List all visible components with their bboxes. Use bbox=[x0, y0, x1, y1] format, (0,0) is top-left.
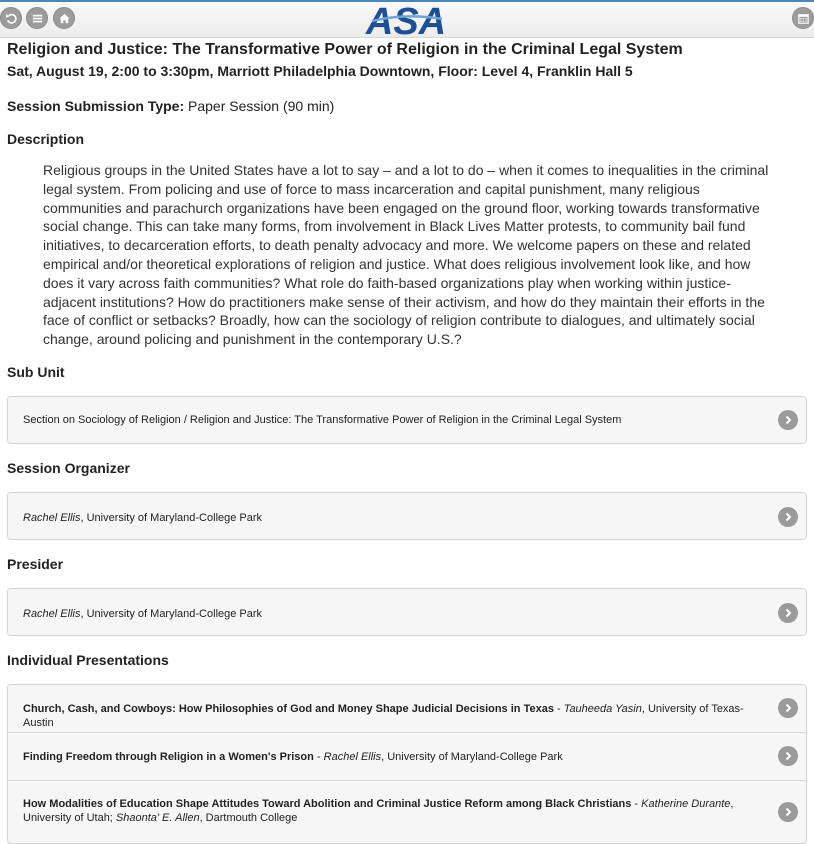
presentation-item[interactable]: How Modalities of Education Shape Attitudes Toward Abolition and Criminal Justice Reform among Black Christians - Katherine Durante, University of Utah; Shaonta' E. Allen, Dartmouth College bbox=[8, 781, 806, 843]
organizer-name: Rachel Ellis bbox=[23, 511, 81, 524]
presentations-list bbox=[7, 684, 807, 844]
chevron-right-icon bbox=[778, 802, 798, 822]
chevron-right-icon bbox=[778, 698, 798, 718]
submission-type-label: Session Submission Type: bbox=[7, 98, 185, 114]
presentations-heading: Individual Presentations bbox=[7, 651, 169, 668]
submission-type-value: Paper Session (90 min) bbox=[188, 98, 335, 114]
menu-button[interactable] bbox=[26, 7, 48, 29]
home-button[interactable] bbox=[53, 7, 75, 29]
presentation-item[interactable]: Finding Freedom through Religion in a Women's Prison - Rachel Ellis, University of Maryland-College Park bbox=[8, 733, 806, 781]
description-text: Religious groups in the United States have a lot to say – and a lot to do – when it comes to inequalities in the criminal legal system. From policing and use of force to mass incarceration and capital punishment, many religious communities and parachurch organizations have been engaged on the ground floor, working towards transformative social change. This can take many forms, from involvement in Black Lives Matter protests, to community bail fund initiatives, to decarceration efforts, to death penalty advocacy and more. We welcome papers on these and related empirical and/or theoretical explorations of religion and justice. What does religious involvement look like, and how does it vary across faith communities? What role do faith-based organizations play when working within justice-adjacent institutions? How do practitioners make sense of their activism, and how do they maintain their efforts in the face of conflict or setbacks? Broadly, how can the sociology of religion contribute to dialogues, and ultimately social change, around policing and punishment in the contemporary U.S.? bbox=[43, 162, 769, 348]
sub-unit-heading: Sub Unit bbox=[7, 363, 65, 380]
presentation-affiliation: , University of Texas-Austin bbox=[23, 702, 744, 729]
session-organizer-heading: Session Organizer bbox=[7, 459, 130, 476]
calendar-button[interactable] bbox=[792, 7, 814, 29]
back-icon bbox=[5, 12, 18, 25]
chevron-right-icon bbox=[778, 746, 798, 766]
sub-unit-text: Section on Sociology of Religion / Religion and Justice: The Transformative Power of Religion in the Criminal Legal System bbox=[23, 413, 622, 426]
session-datetime-location: Sat, August 19, 2:00 to 3:30pm, Marriott Philadelphia Downtown, Floor: Level 4, Franklin Hall 5 bbox=[7, 63, 633, 79]
presider-name: Rachel Ellis bbox=[23, 607, 81, 620]
presider-text bbox=[23, 607, 766, 621]
sub-unit-link[interactable] bbox=[7, 396, 807, 444]
presentation-title: Finding Freedom through Religion in a Women's Prison bbox=[23, 750, 314, 763]
svg-text:ASA: ASA bbox=[365, 1, 447, 37]
presentation-affiliation: , University of Utah; bbox=[23, 797, 734, 824]
asa-logo[interactable] bbox=[362, 1, 450, 37]
presentation-affiliation: , University of Maryland-College Park bbox=[381, 750, 563, 763]
chevron-right-icon bbox=[778, 507, 798, 527]
presider-link[interactable] bbox=[7, 588, 807, 636]
session-title: Religion and Justice: The Transformative Power of Religion in the Criminal Legal System bbox=[7, 41, 683, 58]
top-toolbar bbox=[0, 0, 814, 38]
chevron-right-icon bbox=[778, 410, 798, 430]
menu-icon bbox=[31, 12, 44, 25]
presentation-author: Tauheeda Yasin bbox=[563, 702, 642, 715]
chevron-right-icon bbox=[778, 603, 798, 623]
session-detail bbox=[7, 40, 807, 844]
presentation-author: Rachel Ellis bbox=[323, 750, 382, 763]
calendar-icon bbox=[797, 12, 810, 25]
home-icon bbox=[58, 12, 71, 25]
description-heading: Description bbox=[7, 131, 85, 147]
session-organizer-link[interactable] bbox=[7, 492, 807, 540]
presider-heading: Presider bbox=[7, 555, 64, 572]
presentation-affiliation: , Dartmouth College bbox=[199, 811, 298, 824]
organizer-affiliation: , University of Maryland-College Park bbox=[80, 511, 263, 524]
back-button[interactable] bbox=[0, 7, 22, 29]
presentation-item[interactable]: Church, Cash, and Cowboys: How Philosophies of God and Money Shape Judicial Decisions in Texas - Tauheeda Yasin, University of Texas-Austin bbox=[8, 685, 806, 733]
presentation-author: Shaonta' E. Allen bbox=[115, 811, 200, 824]
presentation-title: How Modalities of Education Shape Attitudes Toward Abolition and Criminal Justice Reform among Black Christians bbox=[23, 797, 632, 810]
submission-type bbox=[7, 97, 807, 115]
presentation-title: Church, Cash, and Cowboys: How Philosophies of God and Money Shape Judicial Decisions in Texas bbox=[23, 702, 554, 715]
session-organizer-text bbox=[23, 511, 766, 525]
presentation-author: Katherine Durante bbox=[641, 797, 731, 810]
presider-affiliation: , University of Maryland-College Park bbox=[80, 607, 263, 620]
